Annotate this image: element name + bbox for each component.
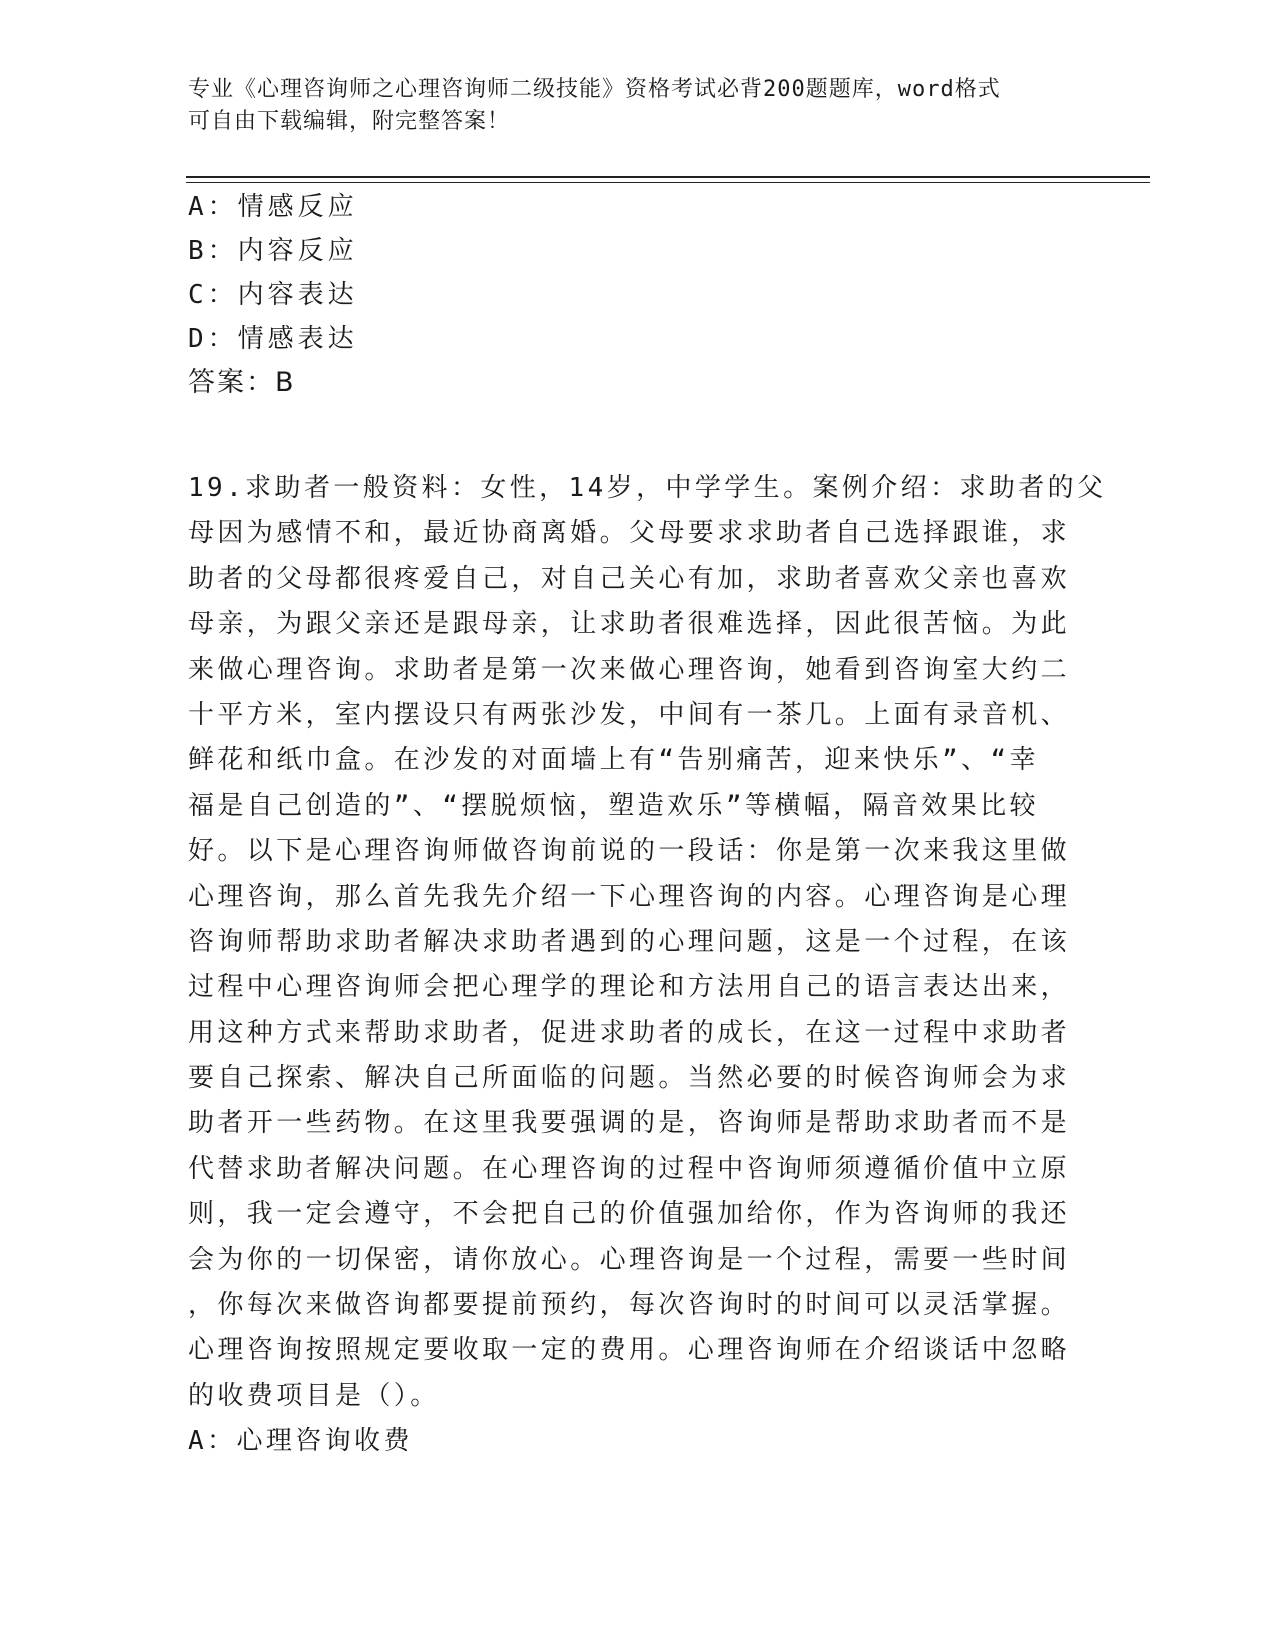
question-option-a: A：心理咨询收费 (188, 1426, 413, 1457)
prev-question-option-d: D：情感表达 (188, 324, 358, 354)
prev-question-option-a: A：情感反应 (188, 192, 358, 222)
question-line: 用这种方式来帮助求助者，促进求助者的成长，在这一过程中求助者 (188, 1017, 1071, 1048)
question-line: 过程中心理咨询师会把心理学的理论和方法用自己的语言表达出来， (188, 972, 1071, 1003)
question-line: 福是自己创造的”、“摆脱烦恼，塑造欢乐”等横幅，隔音效果比较 (188, 790, 1039, 821)
document-header-line-2: 可自由下载编辑，附完整答案！ (188, 109, 511, 134)
question-line: ，你每次来做咨询都要提前预约，每次咨询时的时间可以灵活掌握。 (188, 1290, 1071, 1321)
question-line: 助者的父母都很疼爱自己，对自己关心有加，求助者喜欢父亲也喜欢 (188, 563, 1071, 594)
question-line: 母因为感情不和，最近协商离婚。父母要求求助者自己选择跟谁，求 (188, 518, 1071, 549)
question-line: 咨询师帮助求助者解决求助者遇到的心理问题，这是一个过程，在该 (188, 926, 1071, 957)
question-line: 心理咨询按照规定要收取一定的费用。心理咨询师在介绍谈话中忽略 (188, 1335, 1071, 1366)
question-line: 助者开一些药物。在这里我要强调的是，咨询师是帮助求助者而不是 (188, 1108, 1071, 1139)
prev-question-option-b: B：内容反应 (188, 236, 358, 266)
header-divider-thick (186, 176, 1150, 178)
question-line: 会为你的一切保密，请你放心。心理咨询是一个过程，需要一些时间 (188, 1244, 1071, 1275)
question-line: 母亲，为跟父亲还是跟母亲，让求助者很难选择，因此很苦恼。为此 (188, 609, 1071, 640)
header-divider-thin (186, 182, 1150, 183)
question-line: 则，我一定会遵守，不会把自己的价值强加给你，作为咨询师的我还 (188, 1199, 1071, 1230)
question-line: 19.求助者一般资料：女性，14岁，中学学生。案例介绍：求助者的父 (188, 473, 1107, 503)
document-header-line-1: 专业《心理咨询师之心理咨询师二级技能》资格考试必背200题题库，word格式 (188, 77, 1001, 102)
prev-question-answer: 答案：B (188, 367, 296, 398)
question-line: 十平方米，室内摆设只有两张沙发，中间有一茶几。上面有录音机、 (188, 699, 1071, 730)
question-line: 来做心理咨询。求助者是第一次来做心理咨询，她看到咨询室大约二 (188, 654, 1071, 685)
question-line: 要自己探索、解决自己所面临的问题。当然必要的时候咨询师会为求 (188, 1063, 1071, 1094)
prev-question-option-c: C：内容表达 (188, 280, 358, 310)
question-line: 好。以下是心理咨询师做咨询前说的一段话：你是第一次来我这里做 (188, 836, 1071, 867)
question-line: 鲜花和纸巾盒。在沙发的对面墙上有“告别痛苦，迎来快乐”、“幸 (188, 745, 1039, 776)
question-line: 代替求助者解决问题。在心理咨询的过程中咨询师须遵循价值中立原 (188, 1153, 1071, 1184)
question-line: 心理咨询，那么首先我先介绍一下心理咨询的内容。心理咨询是心理 (188, 881, 1071, 912)
question-line: 的收费项目是（）。 (188, 1380, 440, 1411)
question-19 (188, 466, 1107, 1465)
